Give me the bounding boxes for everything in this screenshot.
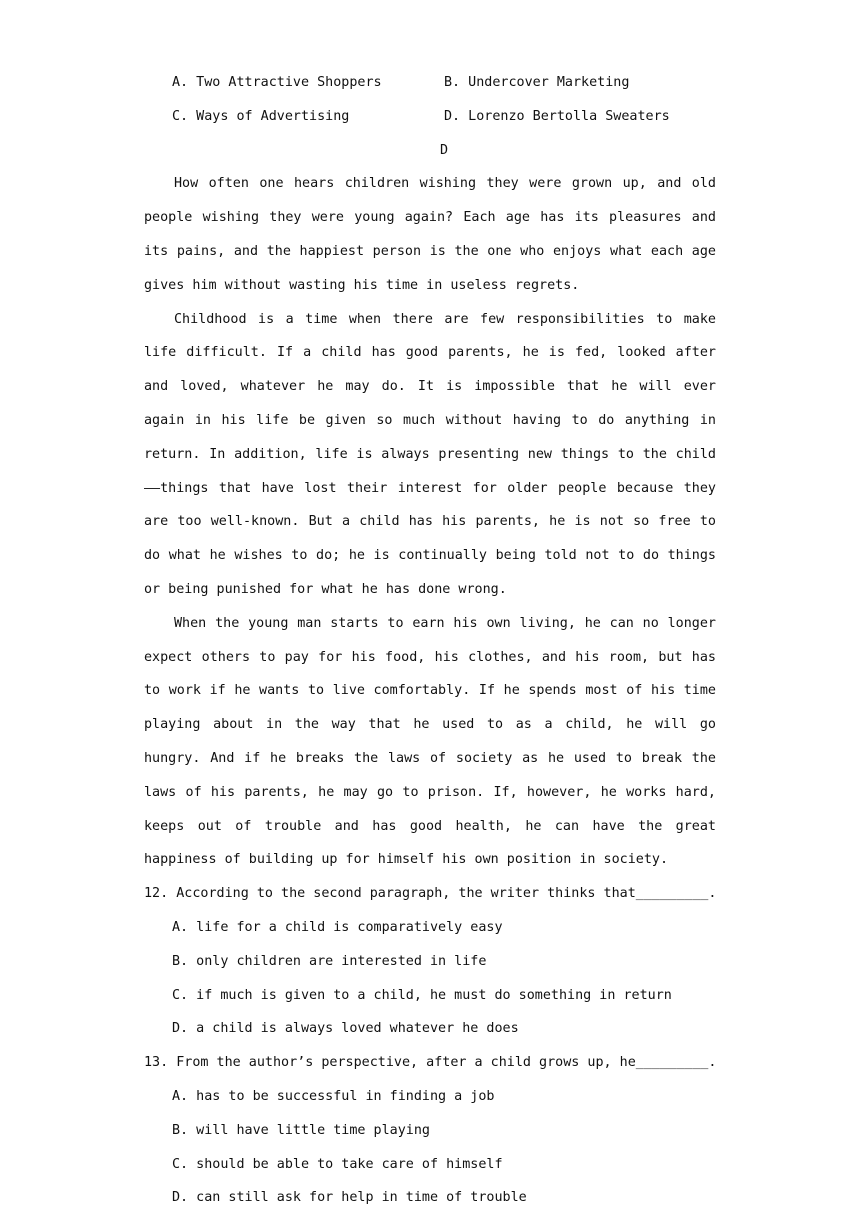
section-label: D bbox=[439, 142, 449, 158]
paragraph-1: How often one hears children wishing they were grown up, and old people wishing they were young again? Each age has its pleasures and its pains, and the happiest person is the one who enjoys what each age gives him without wasting his time in useless regrets. bbox=[144, 176, 716, 293]
choice-d: D. a child is always loved whatever he does bbox=[172, 1021, 519, 1037]
paragraph-2: Childhood is a time when there are few responsibilities to make life difficult. If a child has good parents, he is fed, looked after and loved, whatever he may do. It is impossible that he will ever again in his life be given so much without having to do anything in return. In addition, life is always presenting new things to the child——things that have lost their interest for older people because they are too well-known. But a child has his parents, he is not so free to do what he wishes to do; he is continually being told not to do things or being punished for what he has done wrong. bbox=[144, 311, 716, 597]
document-page bbox=[144, 66, 716, 1215]
choice-b: B. only children are interested in life bbox=[172, 953, 487, 969]
choice-c: C. if much is given to a child, he must do something in return bbox=[172, 987, 672, 1003]
option-row bbox=[144, 66, 716, 100]
question-stem: 13. From the author’s perspective, after a child grows up, he_________. bbox=[144, 1055, 717, 1071]
choice-c: C. should be able to take care of himself bbox=[172, 1156, 503, 1172]
option-row bbox=[144, 100, 716, 134]
choice-a: A. life for a child is comparatively easy bbox=[172, 919, 503, 935]
question-13 bbox=[144, 1046, 716, 1215]
option-c: C. Ways of Advertising bbox=[172, 108, 350, 124]
choice-d: D. can still ask for help in time of trouble bbox=[172, 1190, 527, 1206]
choice-b: B. will have little time playing bbox=[172, 1122, 430, 1138]
option-a: A. Two Attractive Shoppers bbox=[172, 75, 382, 90]
option-d: D. Lorenzo Bertolla Sweaters bbox=[444, 108, 670, 124]
question-stem: 12. According to the second paragraph, the writer thinks that_________. bbox=[144, 886, 717, 902]
choice-a: A. has to be successful in finding a job bbox=[172, 1088, 495, 1104]
option-b: B. Undercover Marketing bbox=[444, 75, 630, 90]
paragraph-3: When the young man starts to earn his own living, he can no longer expect others to pay for his food, his clothes, and his room, but has to work if he wants to live comfortably. If he spends most of his time playing about in the way that he used to as a child, he will go hungry. And if he breaks the laws of society as he used to break the laws of his parents, he may go to prison. If, however, he works hard, keeps out of trouble and has good health, he can have the great happiness of building up for himself his own position in society. bbox=[144, 615, 716, 868]
question-12 bbox=[144, 877, 716, 1046]
